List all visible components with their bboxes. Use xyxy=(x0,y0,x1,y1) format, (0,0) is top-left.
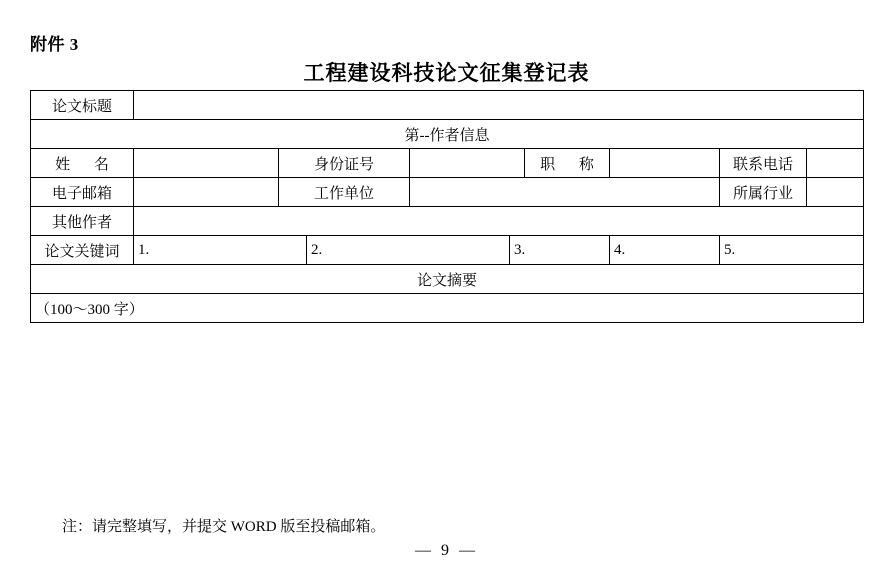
table-row-contact-info xyxy=(31,178,864,207)
input-abstract[interactable]: （100～300 字） xyxy=(31,294,864,323)
table-row-section-abstract xyxy=(31,265,864,294)
table-row-section-first-author xyxy=(31,120,864,149)
section-header-first-author: 第--作者信息 xyxy=(31,120,864,149)
table-row-other-authors xyxy=(31,207,864,236)
page-number: — 9 — xyxy=(415,542,478,559)
label-industry: 所属行业 xyxy=(720,178,807,207)
input-keyword-3[interactable]: 3. xyxy=(510,236,610,265)
label-phone: 联系电话 xyxy=(720,149,807,178)
label-id-number: 身份证号 xyxy=(279,149,410,178)
input-work-unit[interactable] xyxy=(410,178,720,207)
input-other-authors[interactable] xyxy=(134,207,864,236)
input-keyword-4[interactable]: 4. xyxy=(610,236,720,265)
label-work-unit: 工作单位 xyxy=(279,178,410,207)
label-other-authors: 其他作者 xyxy=(31,207,134,236)
label-name: 姓 名 xyxy=(31,149,134,178)
input-industry[interactable] xyxy=(807,178,864,207)
section-header-abstract: 论文摘要 xyxy=(31,265,864,294)
form-note: 注：请完整填写，并提交 WORD 版至投稿邮箱。 xyxy=(62,519,386,535)
attachment-label: 附件 3 xyxy=(30,35,79,54)
input-phone[interactable] xyxy=(807,149,864,178)
label-keywords: 论文关键词 xyxy=(31,236,134,265)
input-keyword-1[interactable]: 1. xyxy=(134,236,307,265)
input-name[interactable] xyxy=(134,149,279,178)
table-row-keywords xyxy=(31,236,864,265)
input-job-title[interactable] xyxy=(610,149,720,178)
table-row-author-info xyxy=(31,149,864,178)
label-email: 电子邮箱 xyxy=(31,178,134,207)
table-row-abstract-body xyxy=(31,294,864,323)
input-id-number[interactable] xyxy=(410,149,525,178)
input-email[interactable] xyxy=(134,178,279,207)
page-title: 工程建设科技论文征集登记表 xyxy=(303,61,590,85)
input-keyword-5[interactable]: 5. xyxy=(720,236,864,265)
label-job-title: 职 称 xyxy=(525,149,610,178)
registration-form-table xyxy=(30,90,864,323)
input-paper-title[interactable] xyxy=(134,91,864,120)
input-keyword-2[interactable]: 2. xyxy=(307,236,510,265)
table-row-title xyxy=(31,91,864,120)
label-paper-title: 论文标题 xyxy=(31,91,134,120)
